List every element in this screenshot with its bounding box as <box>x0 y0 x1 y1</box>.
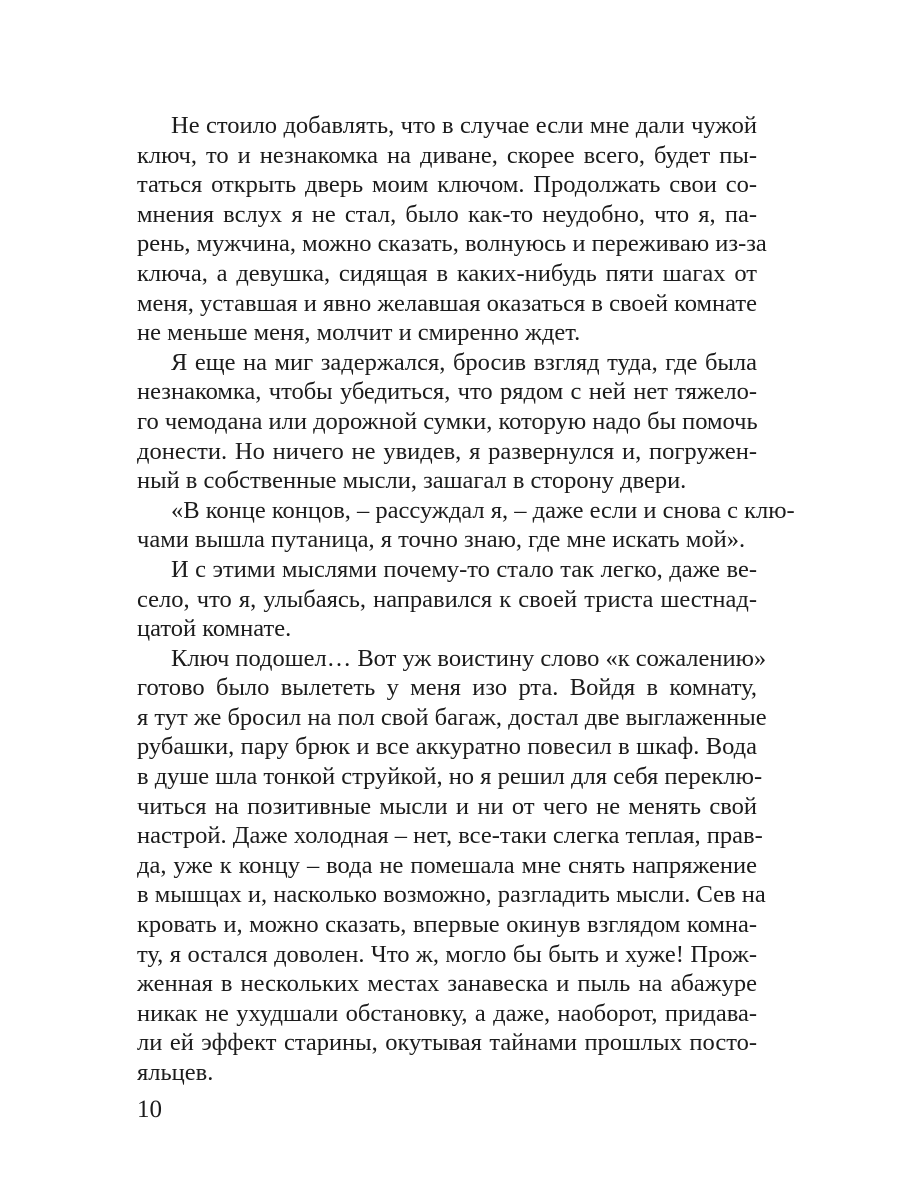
text-line: чами вышла путаница, я точно знаю, где мне искать мой». <box>137 526 746 554</box>
text-line: в душе шла тонкой струйкой, но я решил для себя переклю- <box>137 763 763 791</box>
text-line: И с этими мыслями почему-то стало так легко, даже ве- <box>171 555 757 583</box>
text-line: незнакомка, чтобы убедиться, что рядом с ней нет тяжело- <box>137 378 757 406</box>
text-line: «В конце концов, – рассуждал я, – даже если и снова с клю- <box>171 496 795 524</box>
text-line: Ключ подошел… Вот уж воистину слово «к сожалению» <box>171 644 767 672</box>
text-line: кровать и, можно сказать, впервые окинув взглядом комна- <box>137 911 757 939</box>
text-line: цатой комнате. <box>137 615 292 643</box>
text-line: го чемодана или дорожной сумки, которую надо бы помочь <box>137 407 758 435</box>
text-line: готово было вылететь у меня изо рта. Войдя в комнату, <box>137 674 757 702</box>
text-line: Не стоило добавлять, что в случае если мне дали чужой <box>171 112 757 139</box>
text-line: мнения вслух я не стал, было как-то неудобно, что я, па- <box>137 200 757 228</box>
text-line: я тут же бросил на пол свой багаж, достал две выглаженные <box>137 703 767 731</box>
text-line: рень, мужчина, можно сказать, волнуюсь и переживаю из-за <box>137 230 767 258</box>
text-line: рубашки, пару брюк и все аккуратно повесил в шкаф. Вода <box>137 733 757 761</box>
text-line: ключ, то и незнакомка на диване, скорее всего, будет пы- <box>137 141 757 169</box>
text-line: ту, я остался доволен. Что ж, могло бы быть и хуже! Прож- <box>137 940 757 968</box>
text-line: женная в нескольких местах занавеска и пыль на абажуре <box>137 970 757 998</box>
text-line: яльцев. <box>137 1059 214 1086</box>
text-line: ный в собственные мысли, зашагал в сторону двери. <box>137 467 687 495</box>
text-line: таться открыть дверь моим ключом. Продолжать свои со- <box>137 171 757 199</box>
page-number: 10 <box>137 1096 162 1123</box>
text-line: ли ей эффект старины, окутывая тайнами прошлых посто- <box>137 1029 757 1057</box>
text-line: Я еще на миг задержался, бросив взгляд туда, где была <box>171 348 757 376</box>
text-line: настрой. Даже холодная – нет, все-таки слегка теплая, прав- <box>137 822 763 850</box>
text-line: село, что я, улыбаясь, направился к своей триста шестнад- <box>137 585 757 613</box>
text-line: донести. Но ничего не увидев, я развернулся и, погружен- <box>137 437 757 465</box>
body-text <box>137 111 795 1088</box>
text-line: не меньше меня, молчит и смиренно ждет. <box>137 319 581 347</box>
text-line: читься на позитивные мысли и ни от чего не менять свой <box>137 792 757 820</box>
text-line: да, уже к концу – вода не помешала мне снять напряжение <box>137 851 757 879</box>
text-line: никак не ухудшали обстановку, а даже, наоборот, придава- <box>137 999 757 1027</box>
text-line: ключа, а девушка, сидящая в каких-нибудь пяти шагах от <box>137 259 757 287</box>
text-line: меня, уставшая и явно желавшая оказаться в своей комнате <box>137 289 757 317</box>
text-line: в мышцах и, насколько возможно, разгладить мысли. Сев на <box>137 881 766 909</box>
